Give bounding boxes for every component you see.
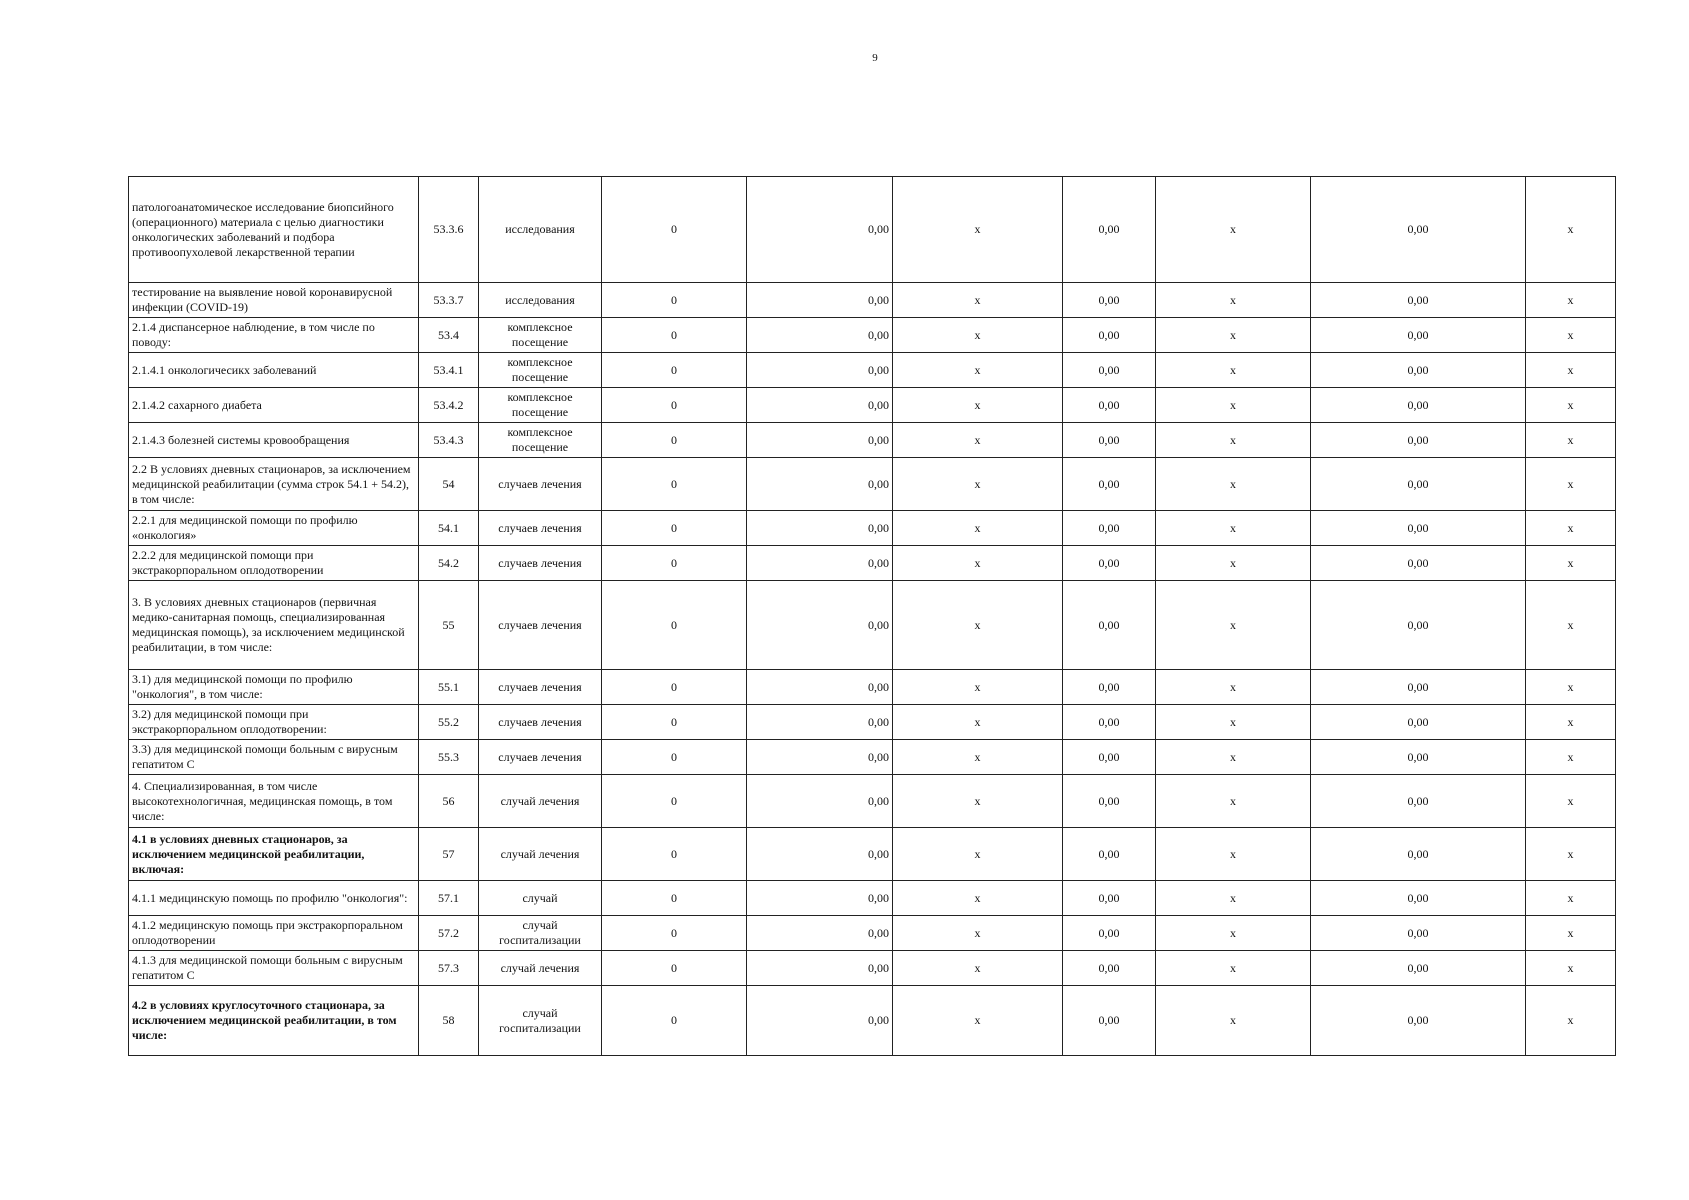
row-value-3: x — [893, 388, 1063, 423]
table-row — [129, 740, 1616, 775]
row-value-2: 0,00 — [747, 423, 893, 458]
row-value-2: 0,00 — [747, 177, 893, 283]
row-value-3: x — [893, 177, 1063, 283]
row-value-7: x — [1526, 670, 1616, 705]
row-value-5: x — [1156, 388, 1311, 423]
row-value-5: x — [1156, 951, 1311, 986]
table-row — [129, 828, 1616, 881]
row-value-2: 0,00 — [747, 546, 893, 581]
row-unit: случаев лечения — [479, 511, 602, 546]
table-row — [129, 388, 1616, 423]
row-value-2: 0,00 — [747, 458, 893, 511]
row-code: 54 — [419, 458, 479, 511]
row-value-1: 0 — [602, 177, 747, 283]
row-value-1: 0 — [602, 423, 747, 458]
row-code: 53.3.7 — [419, 283, 479, 318]
row-value-2: 0,00 — [747, 740, 893, 775]
row-value-4: 0,00 — [1063, 458, 1156, 511]
table-row — [129, 511, 1616, 546]
row-value-6: 0,00 — [1311, 705, 1526, 740]
row-value-6: 0,00 — [1311, 881, 1526, 916]
row-code: 55.3 — [419, 740, 479, 775]
row-name: 2.2.2 для медицинской помощи при экстракорпоральном оплодотворении — [129, 546, 419, 581]
row-value-1: 0 — [602, 986, 747, 1056]
row-value-6: 0,00 — [1311, 775, 1526, 828]
row-value-2: 0,00 — [747, 670, 893, 705]
row-value-7: x — [1526, 828, 1616, 881]
row-value-5: x — [1156, 670, 1311, 705]
row-value-4: 0,00 — [1063, 318, 1156, 353]
row-name: 2.1.4 диспансерное наблюдение, в том числе по поводу: — [129, 318, 419, 353]
row-value-5: x — [1156, 353, 1311, 388]
row-value-6: 0,00 — [1311, 581, 1526, 670]
row-value-2: 0,00 — [747, 388, 893, 423]
row-value-5: x — [1156, 318, 1311, 353]
row-value-4: 0,00 — [1063, 581, 1156, 670]
table-row — [129, 670, 1616, 705]
row-code: 55.2 — [419, 705, 479, 740]
page-number: 9 — [872, 52, 878, 64]
row-value-5: x — [1156, 177, 1311, 283]
row-value-2: 0,00 — [747, 511, 893, 546]
row-value-7: x — [1526, 775, 1616, 828]
row-unit: исследования — [479, 283, 602, 318]
row-value-4: 0,00 — [1063, 775, 1156, 828]
row-value-5: x — [1156, 916, 1311, 951]
row-value-4: 0,00 — [1063, 881, 1156, 916]
row-unit: случаев лечения — [479, 740, 602, 775]
row-value-6: 0,00 — [1311, 283, 1526, 318]
row-unit: случай — [479, 881, 602, 916]
row-code: 53.4.1 — [419, 353, 479, 388]
row-value-2: 0,00 — [747, 916, 893, 951]
row-value-6: 0,00 — [1311, 986, 1526, 1056]
row-value-5: x — [1156, 581, 1311, 670]
row-value-4: 0,00 — [1063, 511, 1156, 546]
row-name: 2.1.4.1 онкологичесикх заболеваний — [129, 353, 419, 388]
row-name: 4.1.1 медицинскую помощь по профилю "онкология": — [129, 881, 419, 916]
row-value-6: 0,00 — [1311, 828, 1526, 881]
row-value-3: x — [893, 951, 1063, 986]
row-unit: случаев лечения — [479, 458, 602, 511]
table-row — [129, 881, 1616, 916]
table-row — [129, 705, 1616, 740]
table-row — [129, 775, 1616, 828]
row-name: 3.3) для медицинской помощи больным с вирусным гепатитом С — [129, 740, 419, 775]
row-name: патологоанатомическое исследование биопсийного (операционного) материала с целью диагностики онкологических заболеваний и подбора противоопухолевой лекарственной терапии — [129, 177, 419, 283]
row-value-5: x — [1156, 423, 1311, 458]
row-value-6: 0,00 — [1311, 388, 1526, 423]
row-value-3: x — [893, 986, 1063, 1056]
row-value-4: 0,00 — [1063, 423, 1156, 458]
row-code: 57 — [419, 828, 479, 881]
row-unit: случаев лечения — [479, 705, 602, 740]
row-value-3: x — [893, 546, 1063, 581]
row-value-6: 0,00 — [1311, 423, 1526, 458]
row-value-7: x — [1526, 177, 1616, 283]
table-row — [129, 951, 1616, 986]
row-value-3: x — [893, 775, 1063, 828]
row-name: 2.1.4.2 сахарного диабета — [129, 388, 419, 423]
row-value-7: x — [1526, 283, 1616, 318]
row-value-6: 0,00 — [1311, 458, 1526, 511]
row-value-7: x — [1526, 318, 1616, 353]
row-unit: случай лечения — [479, 951, 602, 986]
row-value-4: 0,00 — [1063, 546, 1156, 581]
row-unit: комплексное посещение — [479, 388, 602, 423]
row-code: 56 — [419, 775, 479, 828]
row-value-2: 0,00 — [747, 705, 893, 740]
row-value-3: x — [893, 581, 1063, 670]
row-value-4: 0,00 — [1063, 283, 1156, 318]
row-value-1: 0 — [602, 916, 747, 951]
row-value-7: x — [1526, 458, 1616, 511]
row-name: 4.1.3 для медицинской помощи больным с вирусным гепатитом С — [129, 951, 419, 986]
row-unit: исследования — [479, 177, 602, 283]
row-code: 58 — [419, 986, 479, 1056]
row-value-7: x — [1526, 705, 1616, 740]
row-value-1: 0 — [602, 951, 747, 986]
row-value-1: 0 — [602, 546, 747, 581]
row-name: 2.2 В условиях дневных стационаров, за исключением медицинской реабилитации (сумма строк 54.1 + 54.2), в том числе: — [129, 458, 419, 511]
row-value-3: x — [893, 458, 1063, 511]
row-value-3: x — [893, 916, 1063, 951]
row-value-6: 0,00 — [1311, 511, 1526, 546]
row-value-6: 0,00 — [1311, 177, 1526, 283]
row-value-4: 0,00 — [1063, 177, 1156, 283]
row-value-4: 0,00 — [1063, 353, 1156, 388]
row-unit: случай лечения — [479, 828, 602, 881]
row-value-2: 0,00 — [747, 283, 893, 318]
row-value-6: 0,00 — [1311, 318, 1526, 353]
row-value-3: x — [893, 828, 1063, 881]
row-value-5: x — [1156, 828, 1311, 881]
row-value-3: x — [893, 670, 1063, 705]
row-value-4: 0,00 — [1063, 986, 1156, 1056]
row-name: тестирование на выявление новой коронавирусной инфекции (COVID-19) — [129, 283, 419, 318]
row-value-1: 0 — [602, 881, 747, 916]
row-value-4: 0,00 — [1063, 388, 1156, 423]
row-value-3: x — [893, 881, 1063, 916]
row-name: 4.1 в условиях дневных стационаров, за исключением медицинской реабилитации, включая: — [129, 828, 419, 881]
row-name: 2.2.1 для медицинской помощи по профилю «онкология» — [129, 511, 419, 546]
row-code: 55 — [419, 581, 479, 670]
row-name: 4. Специализированная, в том числе высокотехнологичная, медицинская помощь, в том числе: — [129, 775, 419, 828]
row-value-5: x — [1156, 986, 1311, 1056]
row-value-4: 0,00 — [1063, 951, 1156, 986]
row-code: 53.3.6 — [419, 177, 479, 283]
table-row — [129, 318, 1616, 353]
row-unit: комплексное посещение — [479, 318, 602, 353]
row-value-3: x — [893, 740, 1063, 775]
row-value-5: x — [1156, 705, 1311, 740]
row-value-6: 0,00 — [1311, 670, 1526, 705]
row-unit: комплексное посещение — [479, 423, 602, 458]
row-value-2: 0,00 — [747, 318, 893, 353]
row-value-1: 0 — [602, 283, 747, 318]
row-value-6: 0,00 — [1311, 546, 1526, 581]
row-unit: случай лечения — [479, 775, 602, 828]
row-value-3: x — [893, 283, 1063, 318]
row-value-4: 0,00 — [1063, 670, 1156, 705]
row-unit: комплексное посещение — [479, 353, 602, 388]
row-name: 3.1) для медицинской помощи по профилю "онкология", в том числе: — [129, 670, 419, 705]
row-value-4: 0,00 — [1063, 916, 1156, 951]
table-row — [129, 283, 1616, 318]
row-value-4: 0,00 — [1063, 705, 1156, 740]
row-code: 55.1 — [419, 670, 479, 705]
row-value-7: x — [1526, 511, 1616, 546]
row-value-5: x — [1156, 546, 1311, 581]
table-row — [129, 986, 1616, 1056]
row-value-2: 0,00 — [747, 951, 893, 986]
table-row — [129, 581, 1616, 670]
table-row — [129, 458, 1616, 511]
row-name: 4.2 в условиях круглосуточного стационара, за исключением медицинской реабилитации, в том числе: — [129, 986, 419, 1056]
row-value-1: 0 — [602, 318, 747, 353]
row-code: 53.4 — [419, 318, 479, 353]
row-value-7: x — [1526, 986, 1616, 1056]
row-name: 4.1.2 медицинскую помощь при экстракорпоральном оплодотворении — [129, 916, 419, 951]
row-value-7: x — [1526, 581, 1616, 670]
row-value-1: 0 — [602, 775, 747, 828]
row-value-3: x — [893, 423, 1063, 458]
row-value-3: x — [893, 353, 1063, 388]
row-value-5: x — [1156, 458, 1311, 511]
table-row — [129, 546, 1616, 581]
row-value-6: 0,00 — [1311, 353, 1526, 388]
row-value-4: 0,00 — [1063, 740, 1156, 775]
row-value-2: 0,00 — [747, 986, 893, 1056]
row-value-1: 0 — [602, 828, 747, 881]
row-value-2: 0,00 — [747, 775, 893, 828]
row-value-2: 0,00 — [747, 353, 893, 388]
row-value-7: x — [1526, 951, 1616, 986]
row-value-7: x — [1526, 546, 1616, 581]
row-value-7: x — [1526, 916, 1616, 951]
row-code: 57.2 — [419, 916, 479, 951]
row-value-5: x — [1156, 511, 1311, 546]
row-name: 3.2) для медицинской помощи при экстракорпоральном оплодотворении: — [129, 705, 419, 740]
row-value-1: 0 — [602, 353, 747, 388]
row-value-7: x — [1526, 423, 1616, 458]
row-value-3: x — [893, 318, 1063, 353]
row-value-1: 0 — [602, 388, 747, 423]
row-value-1: 0 — [602, 458, 747, 511]
row-value-6: 0,00 — [1311, 951, 1526, 986]
row-value-2: 0,00 — [747, 881, 893, 916]
row-code: 57.1 — [419, 881, 479, 916]
data-table — [128, 176, 1616, 1056]
row-value-1: 0 — [602, 740, 747, 775]
row-value-2: 0,00 — [747, 828, 893, 881]
row-code: 53.4.2 — [419, 388, 479, 423]
row-value-7: x — [1526, 388, 1616, 423]
row-value-4: 0,00 — [1063, 828, 1156, 881]
row-value-1: 0 — [602, 670, 747, 705]
row-unit: случаев лечения — [479, 546, 602, 581]
row-name: 2.1.4.3 болезней системы кровообращения — [129, 423, 419, 458]
row-value-6: 0,00 — [1311, 740, 1526, 775]
row-value-5: x — [1156, 740, 1311, 775]
table-row — [129, 177, 1616, 283]
row-value-7: x — [1526, 353, 1616, 388]
table-body — [129, 177, 1616, 1056]
row-value-6: 0,00 — [1311, 916, 1526, 951]
table-row — [129, 916, 1616, 951]
row-value-1: 0 — [602, 705, 747, 740]
row-name: 3. В условиях дневных стационаров (первичная медико-санитарная помощь, специализированная медицинская помощь), за исключением медицинской реабилитации, в том числе: — [129, 581, 419, 670]
row-unit: случай госпитализации — [479, 986, 602, 1056]
row-value-5: x — [1156, 283, 1311, 318]
row-code: 54.2 — [419, 546, 479, 581]
row-code: 53.4.3 — [419, 423, 479, 458]
row-value-7: x — [1526, 881, 1616, 916]
row-value-2: 0,00 — [747, 581, 893, 670]
row-value-5: x — [1156, 775, 1311, 828]
row-code: 57.3 — [419, 951, 479, 986]
row-value-3: x — [893, 705, 1063, 740]
row-unit: случаев лечения — [479, 670, 602, 705]
row-value-5: x — [1156, 881, 1311, 916]
table-row — [129, 423, 1616, 458]
row-value-1: 0 — [602, 581, 747, 670]
table-row — [129, 353, 1616, 388]
row-unit: случаев лечения — [479, 581, 602, 670]
row-value-7: x — [1526, 740, 1616, 775]
row-value-3: x — [893, 511, 1063, 546]
row-value-1: 0 — [602, 511, 747, 546]
row-unit: случай госпитализации — [479, 916, 602, 951]
row-code: 54.1 — [419, 511, 479, 546]
